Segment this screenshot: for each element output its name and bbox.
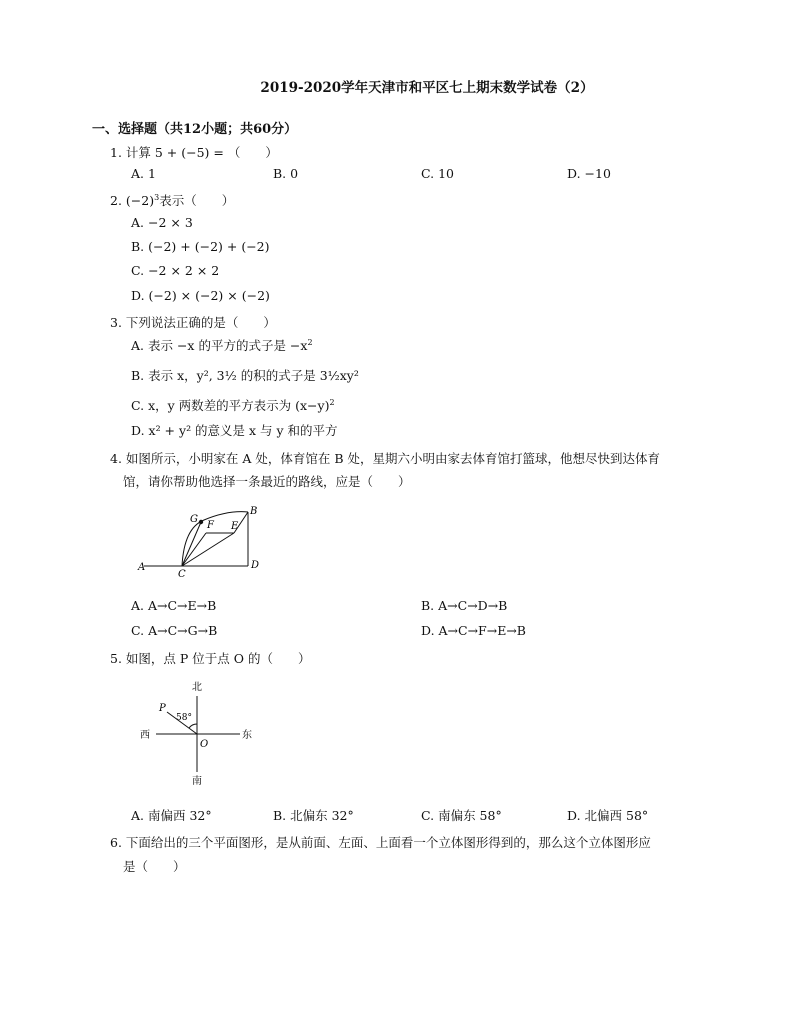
page-title: 2019-2020学年天津市和平区七上期末数学试卷（2） bbox=[260, 80, 594, 96]
label-e: E bbox=[231, 521, 239, 532]
section-heading: 一、选择题（共12小题；共60分） bbox=[92, 122, 298, 137]
line-c-e bbox=[182, 533, 234, 566]
question-6-stem-line-2: 是（ ） bbox=[123, 859, 186, 874]
question-2-option-c: C. −2 × 2 × 2 bbox=[131, 263, 220, 278]
question-3-option-c-text: C. x，y 两数差的平方表示为 (x−y) bbox=[131, 398, 330, 413]
question-2-stem-base: 2. (−2) bbox=[110, 193, 155, 208]
question-3-option-a-exponent: 2 bbox=[307, 337, 313, 347]
question-2-stem-tail: 表示（ ） bbox=[159, 193, 235, 208]
label-g: G bbox=[190, 514, 198, 525]
question-5-stem: 5. 如图，点 P 位于点 O 的（ ） bbox=[110, 651, 311, 666]
question-5-option-a: A. 南偏西 32° bbox=[131, 808, 212, 823]
question-3-option-a bbox=[131, 336, 313, 354]
label-east: 东 bbox=[242, 730, 252, 741]
label-o: O bbox=[200, 739, 209, 750]
question-4-stem-line-2: 馆，请你帮助他选择一条最近的路线，应是（ ） bbox=[123, 474, 411, 489]
label-d: D bbox=[251, 560, 260, 571]
label-c: C bbox=[178, 569, 186, 580]
label-a: A bbox=[138, 562, 146, 573]
question-1-option-c: C. 10 bbox=[421, 166, 454, 181]
question-3-stem: 3. 下列说法正确的是（ ） bbox=[110, 315, 276, 330]
question-5-option-d: D. 北偏西 58° bbox=[567, 808, 649, 823]
question-4-option-b: B. A→C→D→B bbox=[421, 598, 508, 613]
label-north: 北 bbox=[192, 682, 202, 693]
question-4-option-d: D. A→C→F→E→B bbox=[421, 623, 526, 638]
question-3-option-b: B. 表示 x，y², 3½ 的积的式子是 3½xy² bbox=[131, 368, 359, 383]
label-b: B bbox=[250, 506, 258, 517]
question-3-option-d: D. x² + y² 的意义是 x 与 y 和的平方 bbox=[131, 423, 338, 438]
question-2-exponent: 3 bbox=[154, 192, 160, 202]
question-1-stem: 1. 计算 5 + (−5) = （ ） bbox=[110, 145, 278, 160]
question-2-option-d: D. (−2) × (−2) × (−2) bbox=[131, 288, 270, 303]
point-g bbox=[199, 520, 203, 524]
question-4-option-c: C. A→C→G→B bbox=[131, 623, 218, 638]
question-1-option-d: D. −10 bbox=[567, 166, 611, 181]
label-angle: 58° bbox=[176, 713, 192, 723]
label-west: 西 bbox=[140, 730, 150, 741]
compass-diagram bbox=[136, 676, 261, 788]
label-f: F bbox=[207, 520, 214, 531]
question-3-option-c-exponent: 2 bbox=[329, 397, 335, 407]
question-4-option-a: A. A→C→E→B bbox=[131, 598, 217, 613]
question-4-stem-line-1: 4. 如图所示，小明家在 A 处，体育馆在 B 处，星期六小明由家去体育馆打篮球，他想尽快到达体育 bbox=[110, 451, 661, 466]
question-3-option-a-text: A. 表示 −x 的平方的式子是 −x bbox=[131, 338, 308, 353]
question-2-option-b: B. (−2) + (−2) + (−2) bbox=[131, 239, 270, 254]
question-2-stem bbox=[110, 191, 234, 209]
label-south: 南 bbox=[192, 776, 202, 787]
question-5-option-c: C. 南偏东 58° bbox=[421, 808, 502, 823]
question-1-option-a: A. 1 bbox=[131, 166, 156, 181]
question-3-option-c bbox=[131, 396, 335, 414]
question-2-option-a: A. −2 × 3 bbox=[131, 215, 193, 230]
angle-arc bbox=[189, 724, 197, 728]
label-p: P bbox=[159, 703, 166, 714]
question-1-option-b: B. 0 bbox=[273, 166, 299, 181]
question-5-option-b: B. 北偏东 32° bbox=[273, 808, 354, 823]
route-diagram bbox=[136, 500, 276, 580]
question-6-stem-line-1: 6. 下面给出的三个平面图形，是从前面、左面、上面看一个立体图形得到的，那么这个立体图形应 bbox=[110, 835, 651, 850]
